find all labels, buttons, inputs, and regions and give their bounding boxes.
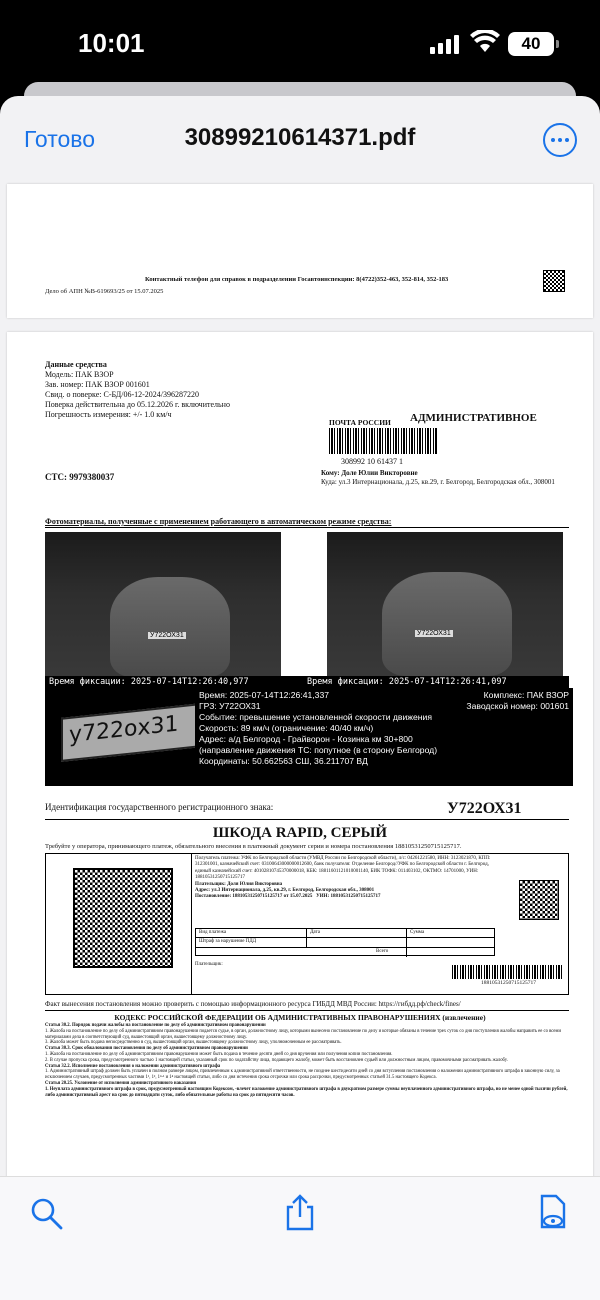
event-type: Событие: превышение установленной скорости движения [199,712,433,722]
violation-photo-2 [327,532,563,688]
codex-article-3: Статья 32.2. Исполнение постановления о наложении административного штрафа [45,1063,221,1069]
event-speed: Скорость: 89 км/ч (ограничение: 40/40 км/ч) [199,723,374,733]
row-total: Всего [376,949,389,954]
photos-heading: Фотоматериалы, полученные с применением работающего в автоматическом режиме средства: [45,517,392,526]
col-sum: Сумма [410,930,425,935]
payer-name: Плательщик: Доля Юлия Викторовна [195,881,283,887]
event-complex: Комплекс: ПАК ВЗОР [483,690,569,700]
more-options-icon[interactable] [543,123,577,157]
clock: 10:01 [78,28,145,58]
qr-code-small [543,270,565,292]
codex-title: КОДЕКС РОССИЙСКОЙ ФЕДЕРАЦИИ ОБ АДМИНИСТРАТИВНЫХ ПРАВОНАРУШЕНИЯХ (извлечение) [114,1013,486,1022]
tracking-number: 308992 10 61437 1 [341,457,403,466]
codex-text-3: 1. Жалоба на постановление по делу об административном правонарушении может быть подана в течение десяти дней со дня вручения или получения копии постановления. [45,1051,393,1057]
done-button[interactable]: Готово [24,126,96,152]
device-heading: Данные средства [45,360,107,369]
event-time: Время: 2025-07-14T12:26:41,337 [199,690,330,700]
decree-number: Постановление: 18810531250715125717 от 15.07.2025 [195,894,313,900]
uin-number: УИН: 18810531250715125717 [316,894,381,900]
event-factory: Заводской номер: 001601 [466,701,569,711]
payment-recipient [195,856,505,901]
pdf-page-1[interactable] [7,184,593,318]
contact-phone: Контактный телефон для справок в подразделении Госавтоинспекции: 8(4722)352-463, 352-814, 352-183 [145,276,449,283]
search-icon[interactable] [30,1197,64,1231]
document-title: 30899210614371.pdf [184,124,416,151]
ident-plate: У722ОХ31 [447,800,522,817]
plate-closeup-text: у722ох31 [61,702,195,762]
bottom-toolbar [0,1176,600,1300]
cellular-signal-icon [430,34,460,54]
device-valid: Поверка действительна до 05.12.2026 г. включительно [45,400,230,409]
fixation-time-2: Время фиксации: 2025-07-14T12:26:41,097 [307,677,507,687]
payer-address: Адрес: ул.3 Интернационала, д.25, кв.29, г. Белгород, Белгородская обл., 308001 [195,888,375,894]
event-address: Адрес: а/д Белгород - Грайворон - Козинка км 30+800 [199,734,413,744]
post-label: ПОЧТА РОССИИ [329,418,391,427]
payer-signature-label: Плательщик: [195,962,223,967]
mail-type: АДМИНИСТРАТИВНОЕ [410,412,537,424]
car-model: ШКОДА RAPID, СЕРЫЙ [212,825,388,841]
share-icon[interactable] [284,1193,316,1231]
check-link[interactable]: Факт вынесения постановления можно проверить с помощью информационного ресурса ГИБДД МВД России: https://гибдд.рф/check/fines/ [45,1000,461,1008]
event-info-panel [195,688,573,786]
device-model: Модель: ПАК ВЗОР [45,370,114,379]
status-bar [0,0,600,90]
qr-code-medium [519,880,559,920]
col-payment-type: Вид платежа [199,930,227,935]
recipient-details: Получатель платежа: УФК по Белгородской области (УМВД России по Белгородской области), л/с: 04261221580, ИНН: 3123021870, КПП: 312301001, казначейский счет: 03100643000000012600, банк получателя: Отделение Белгород//УФК по Белгородской области г. Белгород, единый казначейский счет: 40102810745370000018, КБК: 18811601121010001140, БИК ТОФК: 011403102, ОКТМО: 14701000, УИН: 18810531250715125717 [195,856,491,881]
device-info [45,360,230,420]
event-direction: (направление движения ТС: попутное (в сторону Белгород) [199,745,438,755]
case-number: Дело об АПН №В-619693/25 от 15.07.2025 [45,288,164,295]
sts-number: СТС: 9979380037 [45,472,115,482]
recipient-address: Куда: ул.3 Интернационала, д.25, кв.29, г. Белгород, Белгородская обл., 308001 [321,478,555,486]
payment-table [195,928,495,956]
row-fine: Штраф за нарушение ПДД [199,939,257,944]
pdf-page-2[interactable] [7,332,593,1256]
payment-qr-code [73,868,173,968]
codex-text [45,1023,569,1098]
markup-icon[interactable] [536,1193,570,1233]
event-coords: Координаты: 50.662563 СШ, 36.211707 ВД [199,756,368,766]
mail-barcode [329,428,437,454]
plate-label-2: У722ОХ31 [417,630,451,637]
pdf-viewer-sheet [0,96,600,1300]
codex-article-2: Статья 30.3. Срок обжалования постановления по делу об административном правонарушении [45,1046,248,1052]
event-grz: ГРЗ: У722ОХ31 [199,701,261,711]
codex-text-5: 1. Административный штраф должен быть уплачен в полном размере лицом, привлеченным к административной ответственности, не позднее шестидесяти дней со дня вступления постановления о наложении административного штрафа в законную силу, за исключением случаев, предусмотренных частями 1¹, 1³, 1³-¹ и 1⁴ настоящей статьи, либо со дня истечения срока отсрочки или срока рассрочки, предусмотренных статьей 31.5 настоящего Кодекса. [45,1069,560,1081]
codex-text-4: 2. В случае пропуска срока, предусмотренного частью 1 настоящей статьи, указанный срок по ходатайству лица, подающего жалобу, может быть восстановлен судьей или должностным лицом, правомочными рассматривать жалобу. [45,1057,508,1063]
violation-photo-1 [45,532,281,688]
codex-article-4: Статья 20.25. Уклонение от исполнения административного наказания [45,1080,197,1086]
recipient-name: Кому: Доле Юлии Викторовне [321,469,418,477]
device-cert: Свид. о поверке: С-БД/06-12-2024/396287220 [45,390,200,399]
fixation-time-1: Время фиксации: 2025-07-14T12:26:40,977 [49,677,249,687]
codex-text-2: 3. Жалоба может быть подана непосредственно в суд, вышестоящий орган, вышестоящему должностному лицу, уполномоченным ее рассматривать. [45,1040,342,1046]
ident-label: Идентификация государственного регистрационного знака: [45,802,274,812]
battery-indicator: 40 [508,32,554,56]
payment-barcode [452,965,562,979]
codex-article-1: Статья 30.2. Порядок подачи жалобы на постановление по делу об административном правонарушении [45,1023,266,1028]
wifi-icon [470,30,500,54]
nav-bar [0,96,600,184]
payment-note: Требуйте у оператора, принимающего платеж, обязательного внесения в платежный документ серии и номера постановления 18810531250715125717. [45,843,462,850]
device-serial: Зав. номер: ПАК ВЗОР 001601 [45,380,150,389]
device-error: Погрешность измерения: +/- 1.0 км/ч [45,410,172,419]
codex-text-1: 1. Жалоба на постановление по делу об административном правонарушении подается судье, в орган, должностному лицу, которыми вынесено постановление по делу и которые обязаны в течение трех суток со дня поступления жалобы направить ее со всеми материалами дела в соответствующий суд, вышестоящий орган, вышестоящему должностному лицу. [45,1028,561,1040]
plate-closeup [45,688,195,786]
plate-label-1: У722ОХ31 [150,632,184,639]
codex-text-6: 1. Неуплата административного штрафа в срок, предусмотренный настоящим Кодексом, -влечет наложение административного штрафа в двукратном размере суммы неуплаченного административного штрафа, но не менее одной тысячи рублей, либо административный арест на срок до пятнадцати суток, либо обязательные работы на срок до пятидесяти часов. [45,1086,568,1098]
col-date: Дата [310,930,320,935]
barcode-number: 18810531250715125717 [481,980,536,986]
